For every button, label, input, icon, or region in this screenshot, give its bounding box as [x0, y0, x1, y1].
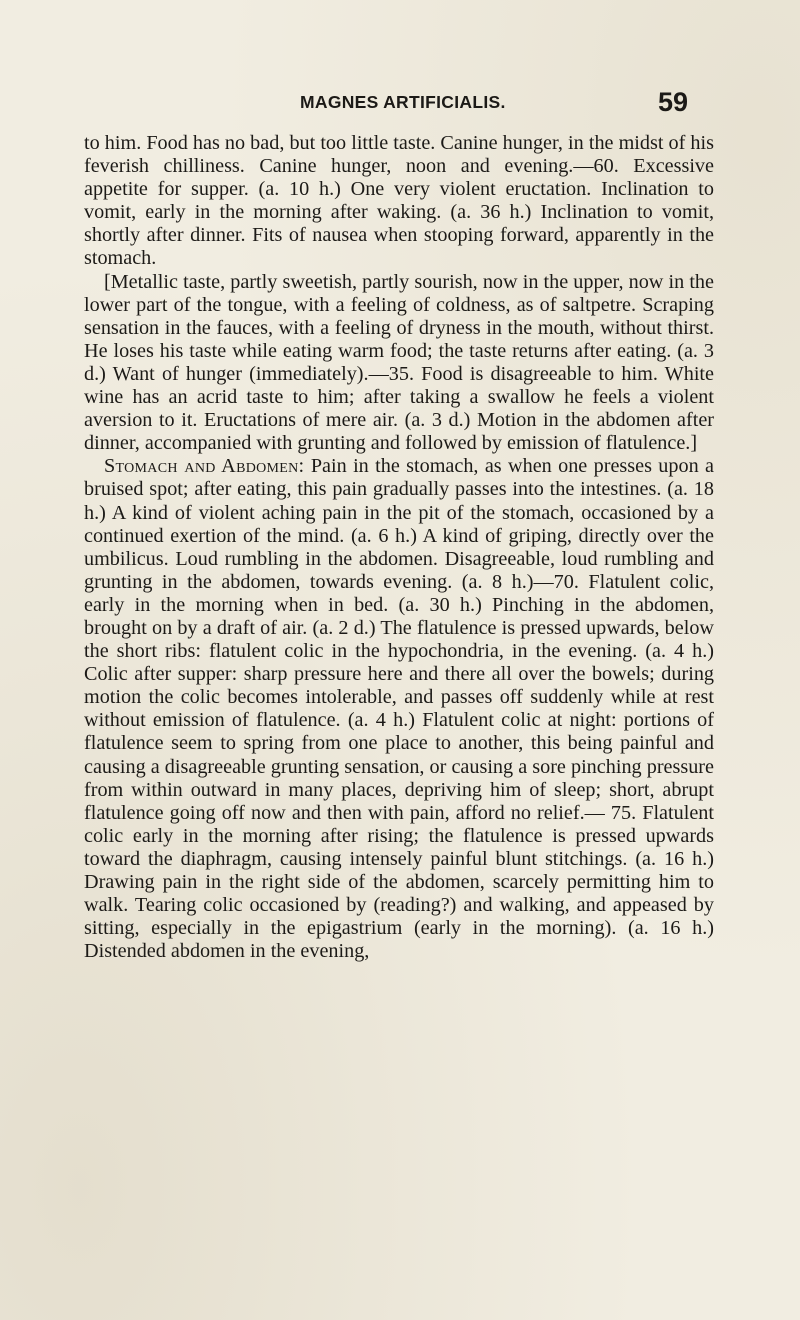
running-title: MAGNES ARTIFICIALIS. [300, 92, 506, 112]
paragraph-stomach-and-abdomen-text: Pain in the stomach, as when one presses upon a bruised spot; after eating, this pain gradually passes into the intestines. (a. 18 h.) A kind of violent aching pain in the pit of the stomach, occasioned by a continued exertion of the mind. (a. 6 h.) A kind of griping, directly over the umbilicus. Loud rumbling in the abdomen. Disagreeable, loud rumbling and grunting in the abdomen, towards evening. (a. 8 h.)—70. Flatulent colic, early in the morning when in bed. (a. 30 h.) Pinching in the abdomen, brought on by a draft of air. (a. 2 d.) The flatulence is pressed upwards, below the short ribs: flatulent colic in the hypochondria, in the evening. (a. 4 h.) Colic after supper: sharp pressure here and there all over the bowels; during motion the colic becomes intolerable, and passes off suddenly while at rest without emission of flatulence. (a. 4 h.) Flatulent colic at night: portions of flatulence seem to spring from one place to another, this being painful and causing a disagreeable grunting sensation, or causing a sore pinching pressure from within outward in many places, depriving him of sleep; short, abrupt flatulence going off now and then with pain, afford no relief.— 75. Flatulent colic early in the morning after rising; the flatulence is pressed upwards toward the diaphragm, causing intensely painful blunt stitchings. (a. 16 h.) Drawing pain in the right side of the abdomen, scarcely permitting him to walk. Tearing colic occasioned by (reading?) and walking, and appeased by sitting, especially in the epigastrium (early in the morning). (a. 16 h.) Distended abdomen in the evening, [84, 455, 714, 963]
body-text [84, 132, 714, 963]
paragraph-taste-continuation: to him. Food has no bad, but too little taste. Canine hunger, in the midst of his feverish chilliness. Canine hunger, noon and evening.—60. Excessive appetite for supper. (a. 10 h.) One very violent eructation. Inclination to vomit, early in the morning after waking. (a. 36 h.) Inclination to vomit, shortly after dinner. Fits of nausea when stooping forward, apparently in the stomach. [84, 132, 714, 270]
paragraph-metallic-taste: [Metallic taste, partly sweetish, partly sourish, now in the upper, now in the lower part of the tongue, with a feeling of coldness, as of saltpetre. Scraping sensation in the fauces, with a feeling of dryness in the mouth, without thirst. He loses his taste while eating warm food; the taste returns after eating. (a. 3 d.) Want of hunger (immediately).—35. Food is disagreeable to him. White wine has an acrid taste to him; after taking a swallow he feels a violent aversion to it. Eructations of mere air. (a. 3 d.) Motion in the abdomen after dinner, accompanied with grunting and followed by emission of flatulence.] [84, 270, 714, 455]
paragraph-stomach-and-abdomen [84, 455, 714, 963]
running-head [0, 87, 800, 126]
section-heading-stomach-and-abdomen: Stomach and Abdomen: [104, 455, 305, 478]
page-number: 59 [658, 87, 689, 117]
